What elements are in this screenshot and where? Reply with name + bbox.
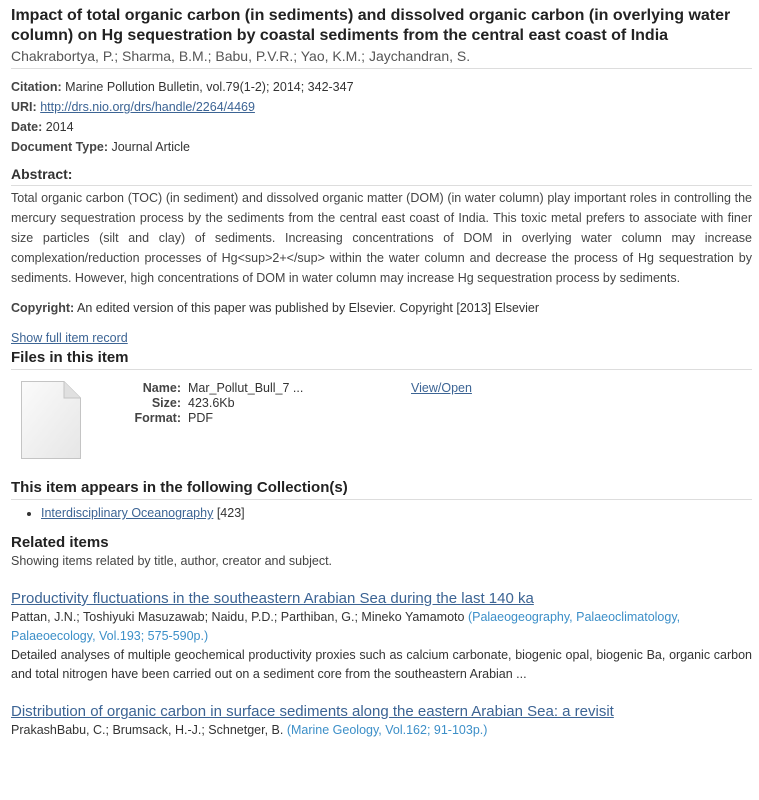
item-authors: Chakrabortya, P.; Sharma, B.M.; Babu, P.V.R.; Yao, K.M.; Jaychandran, S. bbox=[11, 46, 752, 69]
file-name-row bbox=[124, 381, 303, 396]
copyright-value: An edited version of this paper was published by Elsevier. Copyright [2013] Elsevier bbox=[76, 301, 540, 315]
file-name-value: Mar_Pollut_Bull_7 ... bbox=[188, 381, 304, 395]
file-size-label: Size: bbox=[151, 396, 181, 410]
show-full-record-link[interactable]: Show full item record bbox=[11, 331, 128, 345]
file-icon[interactable] bbox=[20, 380, 82, 460]
uri-link[interactable]: http://drs.nio.org/drs/handle/2264/4469 bbox=[40, 100, 255, 114]
file-format-value: PDF bbox=[188, 411, 213, 425]
item-title: Impact of total organic carbon (in sediments) and dissolved organic carbon (in overlying water column) on Hg sequestration by coastal sediments from the central east coast of India bbox=[11, 7, 731, 44]
related-item bbox=[11, 702, 752, 740]
files-heading: Files in this item bbox=[11, 348, 752, 370]
doctype-label: Document Type: bbox=[11, 140, 108, 154]
date-label: Date: bbox=[11, 120, 43, 134]
related-heading: Related items bbox=[11, 534, 109, 551]
file-name-label: Name: bbox=[142, 381, 181, 395]
collections-heading: This item appears in the following Collection(s) bbox=[11, 478, 752, 500]
related-item-meta bbox=[11, 721, 752, 740]
related-item-source: (Palaeogeography, Palaeoclimatology, Palaeoecology, Vol.193; 575-590p.) bbox=[11, 610, 681, 643]
citation-value: Marine Pollution Bulletin, vol.79(1-2); 2014; 342-347 bbox=[65, 80, 354, 94]
file-size-value: 423.6Kb bbox=[188, 396, 235, 410]
citation-row bbox=[11, 77, 752, 97]
collection-item bbox=[41, 505, 752, 521]
related-item-description: Detailed analyses of multiple geochemical productivity proxies such as calcium carbonate, biogenic opal, biogenic Ba, organic carbon and total nitrogen have been carried out on a sediment core from the southeastern Arabian ... bbox=[11, 648, 752, 681]
related-item-title[interactable]: Productivity fluctuations in the southeastern Arabian Sea during the last 140 ka bbox=[11, 590, 534, 607]
file-format-row bbox=[124, 411, 303, 426]
doctype-row bbox=[11, 137, 752, 157]
abstract-text: Total organic carbon (TOC) (in sediment) and dissolved organic matter (DOM) (in water column) play important roles in controlling the mercury sequestration process by the sediments from the central east coast of India. This toxic metal prefers to associate with finer size particles (silt and clay) of sediments. Increasing concentrations of DOM in overlying water column may increase complexation/reduction processes of Hg<sup>2+</sup> within the water column and decrease the process of Hg sequestration by sediments. However, high concentrations of DOM in water column may increase Hg sequestration process by sediments. bbox=[11, 191, 752, 285]
file-entry bbox=[11, 370, 752, 478]
uri-row bbox=[11, 97, 752, 117]
collection-count: [423] bbox=[216, 506, 245, 520]
copyright-row bbox=[11, 298, 752, 318]
related-item-authors: PrakashBabu, C.; Brumsack, H.-J.; Schnetger, B. bbox=[11, 723, 284, 737]
related-item-meta bbox=[11, 608, 752, 646]
collections-list bbox=[11, 505, 752, 521]
related-subheading: Showing items related by title, author, creator and subject. bbox=[11, 554, 333, 568]
file-size-row bbox=[124, 396, 303, 411]
view-open-link[interactable]: View/Open bbox=[411, 381, 472, 395]
doctype-value: Journal Article bbox=[111, 140, 190, 154]
abstract-heading: Abstract: bbox=[11, 165, 752, 186]
related-item bbox=[11, 589, 752, 684]
related-item-source: (Marine Geology, Vol.162; 91-103p.) bbox=[286, 723, 488, 737]
collection-link[interactable]: Interdisciplinary Oceanography bbox=[41, 506, 214, 520]
copyright-label: Copyright: bbox=[11, 301, 75, 315]
file-format-label: Format: bbox=[134, 411, 181, 425]
uri-label: URI: bbox=[11, 100, 37, 114]
file-info bbox=[124, 381, 303, 426]
date-row bbox=[11, 117, 752, 137]
date-value: 2014 bbox=[45, 120, 74, 134]
related-item-title[interactable]: Distribution of organic carbon in surface sediments along the eastern Arabian Sea: a revisit bbox=[11, 703, 614, 720]
citation-label: Citation: bbox=[11, 80, 62, 94]
related-item-authors: Pattan, J.N.; Toshiyuki Masuzawab; Naidu, P.D.; Parthiban, G.; Mineko Yamamoto bbox=[11, 610, 465, 624]
